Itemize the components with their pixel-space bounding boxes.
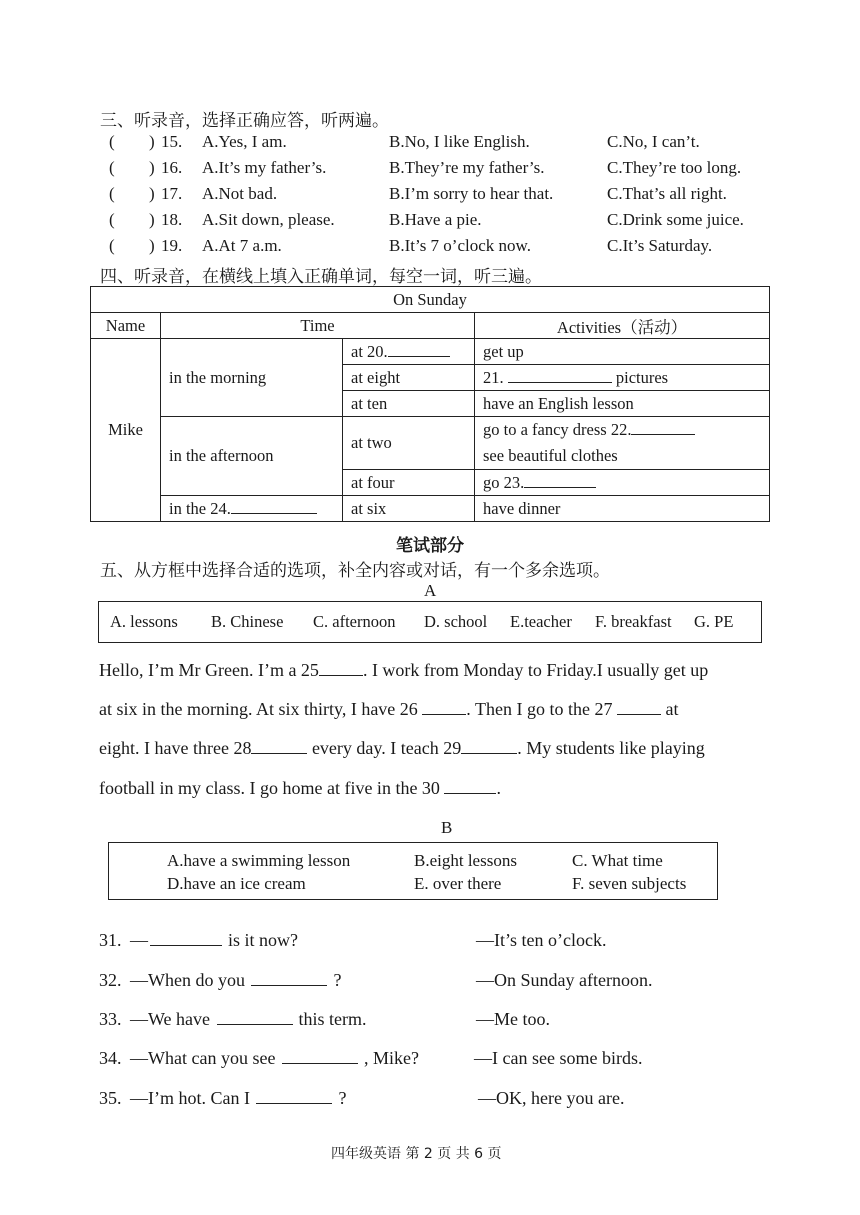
- activity-21-suffix: pictures: [615, 367, 669, 387]
- paren-close: ): [149, 210, 155, 229]
- dialog-question-text: —I’m hot. Can I: [130, 1088, 255, 1108]
- passage-text: at six in the morning. At six thirty, I have 26: [99, 699, 423, 719]
- dialog-question-text: —: [130, 930, 148, 950]
- passage-text: Hello, I’m Mr Green. I’m a 25: [99, 660, 319, 680]
- blank-21-label: 21.: [483, 367, 504, 387]
- dialog-blank[interactable]: [282, 1049, 358, 1064]
- period-afternoon: in the afternoon: [161, 417, 343, 496]
- question-number: 17.: [161, 184, 183, 203]
- option-c[interactable]: C.Drink some juice.: [607, 210, 744, 229]
- passage-line: [99, 738, 705, 759]
- page-footer: 四年级英语 第 2 页 共 6 页: [331, 1146, 502, 1162]
- paren-open: (: [109, 132, 115, 151]
- dialog-number: 32.: [99, 970, 122, 990]
- period-evening: [161, 496, 343, 522]
- passage-line: [99, 660, 708, 681]
- time-cell: [343, 339, 475, 365]
- option-a[interactable]: A.At 7 a.m.: [202, 236, 282, 255]
- part-a-label: A: [424, 581, 437, 600]
- period-evening-label: in the 24.: [169, 498, 231, 518]
- blank-21[interactable]: [508, 368, 612, 383]
- paren-open: (: [109, 158, 115, 177]
- activity-dinner: have dinner: [475, 496, 770, 522]
- paren-open: (: [109, 184, 115, 203]
- passage-text: . Then I go to the 27: [466, 699, 617, 719]
- option-b[interactable]: B.It’s 7 o’clock now.: [389, 236, 531, 255]
- activity-english: have an English lesson: [475, 391, 770, 417]
- dialog-answer: —Me too.: [476, 1009, 550, 1029]
- dialog-question: [130, 1048, 419, 1069]
- time-eight: at eight: [343, 365, 475, 391]
- blank-23[interactable]: [524, 473, 596, 488]
- dialog-blank[interactable]: [251, 971, 327, 986]
- option-c[interactable]: C.No, I can’t.: [607, 132, 700, 151]
- dialog-blank[interactable]: [256, 1089, 332, 1104]
- passage-blank[interactable]: [617, 700, 661, 715]
- period-morning: in the morning: [161, 339, 343, 417]
- passage-line: [99, 778, 501, 799]
- dialog-question-text: is it now?: [228, 930, 298, 950]
- passage-text: . My students like playing: [517, 738, 705, 758]
- activity-go23: go 23.: [483, 472, 525, 492]
- dialog-blank[interactable]: [217, 1010, 293, 1025]
- option-b-item: F. seven subjects: [572, 874, 687, 893]
- dialog-question-text: —We have: [130, 1009, 215, 1029]
- option-b-item: E. over there: [414, 874, 502, 893]
- header-activities: Activities（活动）: [475, 313, 770, 339]
- part-b-label: B: [441, 818, 453, 837]
- time-six: at six: [343, 496, 475, 522]
- option-a[interactable]: A.It’s my father’s.: [202, 158, 327, 177]
- activity-getup: get up: [475, 339, 770, 365]
- time-20: at 20.: [351, 341, 388, 361]
- question-number: 16.: [161, 158, 183, 177]
- dialog-number: 31.: [99, 930, 122, 950]
- header-time: Time: [161, 313, 475, 339]
- option-a-item: F. breakfast: [595, 612, 672, 631]
- dialog-question: [130, 970, 341, 991]
- paren-close: ): [149, 158, 155, 177]
- option-a-item: C. afternoon: [313, 612, 396, 631]
- option-b-item: C. What time: [572, 851, 663, 870]
- activity-fancy-line1: go to a fancy dress 22.: [483, 420, 632, 439]
- passage-text: .: [496, 778, 501, 798]
- activity-21: [475, 365, 770, 391]
- passage-text: eight. I have three 28: [99, 738, 252, 758]
- dialog-answer: —OK, here you are.: [478, 1088, 625, 1108]
- option-a[interactable]: A.Sit down, please.: [202, 210, 335, 229]
- dialog-question-text: , Mike?: [363, 1048, 419, 1068]
- paren-close: ): [149, 236, 155, 255]
- passage-text: football in my class. I go home at five in the 30: [99, 778, 445, 798]
- dialog-question-text: ?: [338, 1088, 347, 1108]
- blank-24[interactable]: [231, 499, 317, 514]
- time-ten: at ten: [343, 391, 475, 417]
- option-a[interactable]: A.Yes, I am.: [202, 132, 287, 151]
- question-number: 15.: [161, 132, 183, 151]
- dialog-number: 34.: [99, 1048, 122, 1068]
- passage-line: [99, 699, 678, 720]
- dialog-answer: —I can see some birds.: [474, 1048, 643, 1068]
- dialog-number: 35.: [99, 1088, 122, 1108]
- dialog-question-text: —What can you see: [130, 1048, 280, 1068]
- activity-fancy-line2: see beautiful clothes: [483, 446, 618, 465]
- paren-close: ): [149, 184, 155, 203]
- table-title: On Sunday: [91, 287, 770, 313]
- option-b[interactable]: B.I’m sorry to hear that.: [389, 184, 554, 203]
- passage-blank[interactable]: [251, 739, 307, 754]
- option-c[interactable]: C.They’re too long.: [607, 158, 742, 177]
- section5-title: 五、从方框中选择合适的选项，补全内容或对话，有一个多余选项。: [100, 561, 610, 581]
- schedule-table: [90, 286, 770, 522]
- question-number: 19.: [161, 236, 183, 255]
- passage-blank[interactable]: [444, 779, 496, 794]
- time-four: at four: [343, 470, 475, 496]
- dialog-blank[interactable]: [150, 931, 222, 946]
- blank-22[interactable]: [631, 420, 695, 435]
- time-two: at two: [343, 417, 475, 470]
- passage-text: . I work from Monday to Friday.I usually get up: [362, 660, 709, 680]
- paren-open: (: [109, 210, 115, 229]
- option-a-item: B. Chinese: [211, 612, 284, 631]
- blank-20[interactable]: [388, 342, 450, 357]
- dialog-question-text: —When do you: [130, 970, 250, 990]
- paren-close: ): [149, 132, 155, 151]
- header-name: Name: [91, 313, 161, 339]
- dialog-question-text: this term.: [298, 1009, 367, 1029]
- section3-title: 三、听录音，选择正确应答，听两遍。: [100, 111, 389, 131]
- passage-text: every day. I teach 29: [307, 738, 462, 758]
- passage-blank[interactable]: [319, 661, 363, 676]
- option-b[interactable]: B.They’re my father’s.: [389, 158, 545, 177]
- dialog-question-text: ?: [333, 970, 342, 990]
- dialog-answer: —It’s ten o’clock.: [476, 930, 607, 950]
- question-number: 18.: [161, 210, 183, 229]
- option-a[interactable]: A.Not bad.: [202, 184, 278, 203]
- option-a-item: E.teacher: [510, 612, 572, 631]
- dialog-question: [130, 930, 298, 951]
- dialog-number: 33.: [99, 1009, 122, 1029]
- passage-blank[interactable]: [422, 700, 466, 715]
- passage-text: at: [660, 699, 679, 719]
- written-part-title: 笔试部分: [396, 536, 464, 556]
- option-c[interactable]: C.That’s all right.: [607, 184, 727, 203]
- section4-title: 四、听录音，在横线上填入正确单词，每空一词，听三遍。: [100, 267, 542, 287]
- name-cell: Mike: [91, 339, 161, 522]
- activity-23: [475, 470, 770, 496]
- option-b[interactable]: B.No, I like English.: [389, 132, 530, 151]
- option-b-item: A.have a swimming lesson: [167, 851, 351, 870]
- option-a-item: G. PE: [694, 612, 734, 631]
- option-b-item: D.have an ice cream: [167, 874, 306, 893]
- option-a-item: D. school: [424, 612, 488, 631]
- option-b[interactable]: B.Have a pie.: [389, 210, 482, 229]
- option-a-item: A. lessons: [110, 612, 178, 631]
- paren-open: (: [109, 236, 115, 255]
- option-c[interactable]: C.It’s Saturday.: [607, 236, 713, 255]
- dialog-question: [130, 1088, 346, 1109]
- dialog-answer: —On Sunday afternoon.: [476, 970, 653, 990]
- option-b-item: B.eight lessons: [414, 851, 517, 870]
- activity-fancy: [475, 417, 770, 470]
- dialog-question: [130, 1009, 367, 1030]
- passage-blank[interactable]: [461, 739, 517, 754]
